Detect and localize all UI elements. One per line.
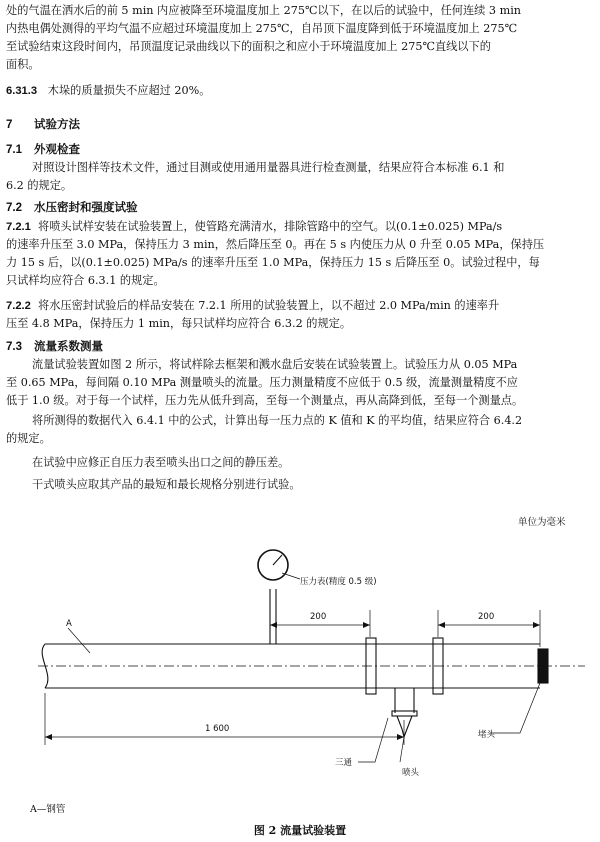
unit-note: 单位为毫米 — [518, 517, 566, 528]
clause-6-31-3 — [6, 82, 594, 100]
pressure-gauge-label: 压力表(精度 0.5 级) — [300, 577, 377, 587]
dim-1600-label: 1 600 — [205, 724, 230, 734]
section-title: 外观检查 — [34, 142, 80, 156]
section-title: 试验方法 — [34, 117, 80, 131]
plug-label: 堵头 — [478, 730, 496, 740]
section-7-heading — [6, 115, 594, 134]
section-title: 水压密封和强度试验 — [34, 200, 138, 214]
leader-tee — [358, 718, 388, 762]
section-7-1-heading — [6, 140, 594, 159]
figure-key: A—钢管 — [30, 804, 66, 815]
gauge-needle-icon — [273, 555, 282, 565]
paragraph-line: 流量试验装置如图 2 所示，将试样除去框架和溅水盘后安装在试验装置上。试验压力从 0.05 MPa — [32, 358, 518, 371]
clause-text: 将水压密封试验后的样品安装在 7.2.1 所用的试验装置上，以不超过 2.0 MPa/min 的速率升 — [38, 299, 500, 312]
figure-caption: 图 2 流量试验装置 — [253, 824, 347, 837]
dim-200-right-label: 200 — [478, 612, 495, 622]
clause-text: 木垛的质量损失不应超过 20%。 — [47, 84, 211, 97]
paragraph-line: 对照设计图样等技术文件，通过目测或使用通用量器具进行检查测量，结果应符合本标准 6.1 和 — [32, 161, 505, 174]
flow-test-apparatus-diagram — [0, 515, 600, 815]
paragraph-line: 处的气温在洒水后的前 5 min 内应被降至环境温度加上 275℃以下，在以后的试验中，任何连续 3 min — [6, 4, 521, 17]
paragraph-line: 在试验中应修正自压力表至喷头出口之间的静压差。 — [32, 456, 290, 469]
paragraph-line: 力 15 s 后，以(0.1±0.025) MPa/s 的速率升压至 1.0 MPa，保持压力 15 s 后降压至 0。试验过程中，每 — [6, 256, 540, 269]
section-7-2-heading — [6, 198, 594, 217]
gauge-stem — [270, 589, 276, 644]
paragraph-line: 面积。 — [6, 58, 40, 71]
label-a: A — [66, 619, 72, 629]
section-7-3-heading — [6, 337, 594, 356]
leader-plug — [490, 683, 540, 733]
section-number: 7 — [6, 119, 13, 131]
paragraph-line: 只试样均应符合 6.3.1 的规定。 — [6, 274, 165, 287]
clause-7-2-1-line — [6, 218, 594, 236]
clause-number: 6.31.3 — [6, 85, 38, 97]
tee-label: 三通 — [335, 758, 353, 768]
paragraph-line: 内热电偶处测得的平均气温不应超过环境温度加上 275℃，自吊顶下温度降到低于环境温度加上 275℃ — [6, 22, 518, 35]
paragraph-line: 将所测得的数据代入 6.4.1 中的公式，计算出每一压力点的 K 值和 K 的平均值，结果应符合 6.4.2 — [32, 414, 523, 427]
paragraph-line: 压至 4.8 MPa，保持压力 1 min，每只试样均应符合 6.3.2 的规定。 — [6, 317, 352, 330]
paragraph-line: 的规定。 — [6, 432, 51, 445]
clause-number: 7.2.2 — [6, 300, 31, 312]
sprinkler-label: 喷头 — [402, 768, 420, 778]
paragraph-line: 6.2 的规定。 — [6, 179, 73, 192]
dim-200-left-label: 200 — [310, 612, 327, 622]
tee-fitting — [395, 688, 414, 713]
tee-base — [392, 711, 417, 716]
section-title: 流量系数测量 — [34, 339, 103, 353]
clause-text: 将喷头试样安装在试验装置上，使管路充满清水，排除管路中的空气。以(0.1±0.025) MPa/s — [38, 220, 503, 233]
section-number: 7.2 — [6, 202, 22, 214]
section-number: 7.3 — [6, 341, 22, 353]
paragraph-line: 低于 1.0 级。对于每一个试样，压力先从低升到高，至每一个测量点，再从高降到低，至每一个测量点。 — [6, 394, 524, 407]
sprinkler-head-icon — [397, 716, 412, 737]
paragraph-line: 的速率升压至 3.0 MPa，保持压力 3 min，然后降压至 0。再在 5 s 内使压力从 0 升至 0.05 MPa，保持压 — [6, 238, 545, 251]
paragraph-line: 至试验结束这段时间内，吊顶温度记录曲线以下的面积之和应小于环境温度加上 275℃直线以下的 — [6, 40, 491, 53]
clause-number: 7.2.1 — [6, 221, 31, 233]
leader-sprinkler — [400, 737, 404, 762]
paragraph-line: 至 0.65 MPa，每间隔 0.10 MPa 测量喷头的流量。压力测量精度不应低于 0.5 级，流量测量精度不应 — [6, 376, 518, 389]
leader-A — [68, 628, 90, 653]
clause-7-2-2-line — [6, 297, 594, 315]
paragraph-line: 干式喷头应取其产品的最短和最长规格分别进行试验。 — [32, 478, 301, 491]
leader-gauge — [282, 573, 300, 579]
section-number: 7.1 — [6, 144, 22, 156]
